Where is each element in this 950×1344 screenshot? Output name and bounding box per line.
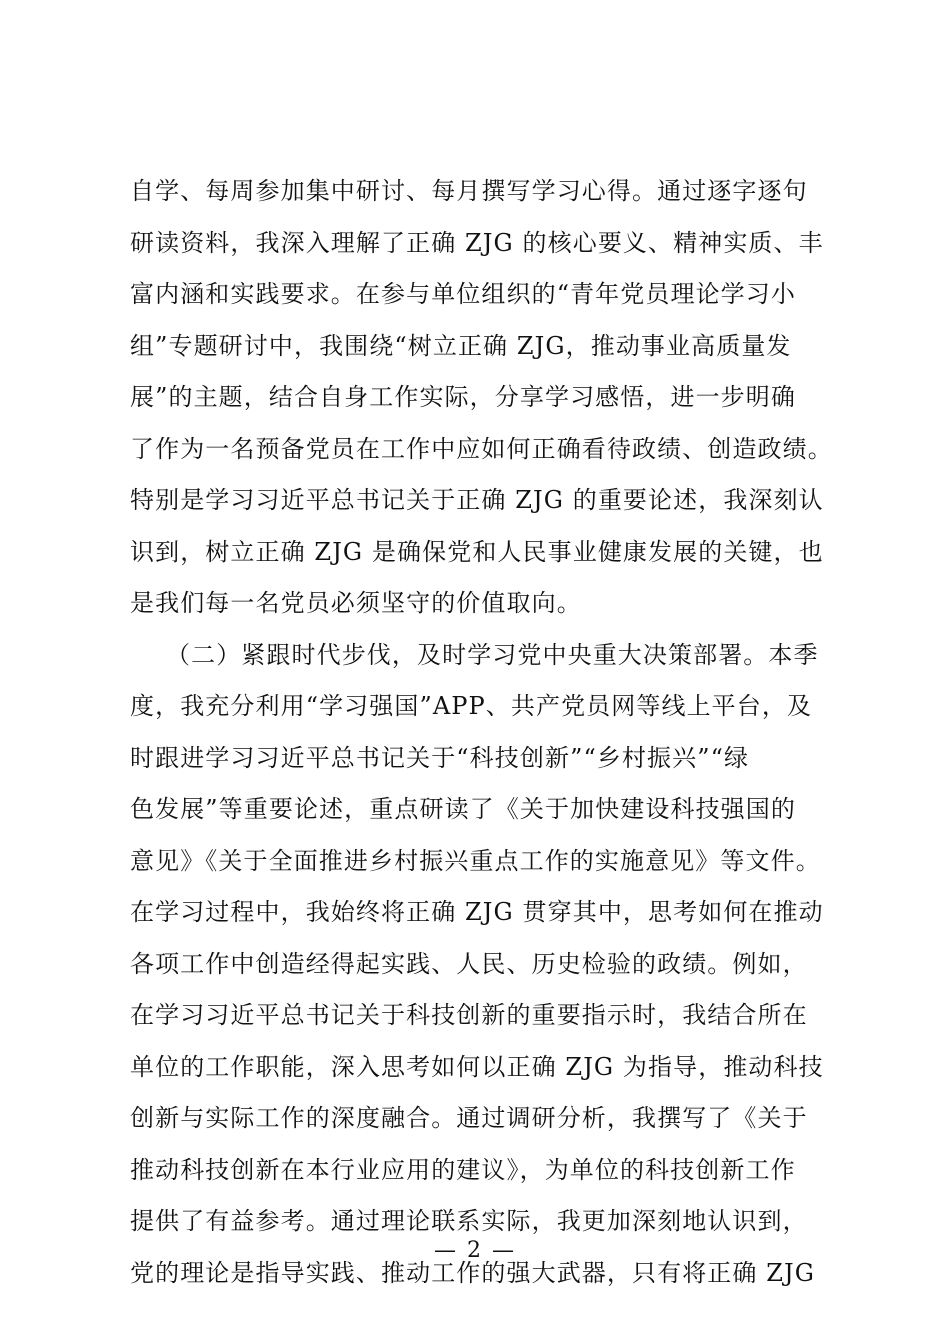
text-line: 各项工作中创造经得起实践、人民、历史检验的政绩。例如， — [130, 949, 808, 978]
text-line: 富内涵和实践要求。在参与单位组织的“青年党员理论学习小 — [130, 280, 796, 308]
page-number: — 2 — — [434, 1238, 516, 1263]
text-line: 度，我充分利用“学习强国”APP、共产党员网等线上平台，及 — [130, 692, 813, 720]
text-line: 在学习习近平总书记关于科技创新的重要指示时，我结合所在 — [130, 1001, 808, 1029]
text-line: 提供了有益参考。通过理论联系实际，我更加深刻地认识到， — [130, 1207, 808, 1235]
text-line: 展”的主题，结合自身工作实际，分享学习感悟，进一步明确 — [130, 383, 796, 411]
text-line: 创新与实际工作的深度融合。通过调研分析，我撰写了《关于 — [130, 1104, 808, 1132]
text-line: 推动科技创新在本行业应用的建议》，为单位的科技创新工作 — [130, 1155, 796, 1184]
text-line: 时跟进学习习近平总书记关于“科技创新”“乡村振兴”“绿 — [130, 743, 750, 772]
section-heading-line: （二）紧跟时代步伐，及时学习党中央重大决策部署。本季 — [166, 640, 819, 669]
text-line: 是我们每一名党员必须坚守的价值取向。 — [130, 589, 582, 617]
text-line: 单位的工作职能，深入思考如何以正确 ZJG 为指导，推动科技 — [130, 1052, 824, 1081]
text-line: 色发展”等重要论述，重点研读了《关于加快建设科技强国的 — [130, 795, 796, 823]
text-line: 研读资料，我深入理解了正确 ZJG 的核心要义、精神实质、丰 — [130, 228, 824, 257]
text-line: 意见》《关于全面推进乡村振兴重点工作的实施意见》等文件。 — [130, 846, 821, 875]
text-line: 自学、每周参加集中研讨、每月撰写学习心得。通过逐字逐句 — [130, 177, 808, 205]
text-line: 党的理论是指导实践、推动工作的强大武器，只有将正确 ZJG — [130, 1258, 815, 1287]
text-line: 特别是学习习近平总书记关于正确 ZJG 的重要论述，我深刻认 — [130, 486, 824, 514]
text-line: 在学习过程中，我始终将正确 ZJG 贯穿其中，思考如何在推动 — [130, 898, 824, 926]
text-line: 组”专题研讨中，我围绕“树立正确 ZJG，推动事业高质量发 — [130, 331, 792, 360]
text-line: 识到，树立正确 ZJG 是确保党和人民事业健康发展的关键，也 — [130, 537, 824, 566]
text-line: 了作为一名预备党员在工作中应如何正确看待政绩、创造政绩。 — [130, 434, 833, 463]
body-text — [130, 166, 833, 1299]
